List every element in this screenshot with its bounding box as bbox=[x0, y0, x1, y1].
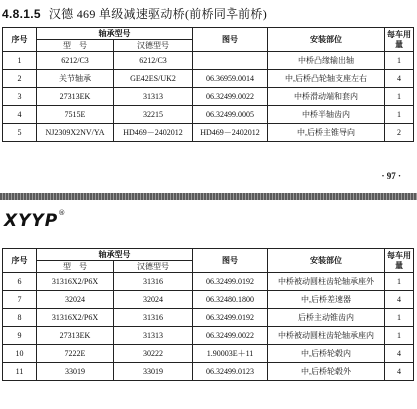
header-usage: 每车用量 bbox=[385, 28, 414, 52]
cell-model: NJ2309X2NV/YA bbox=[37, 124, 114, 142]
cell-seq: 11 bbox=[3, 363, 37, 381]
header-bearing-model: 轴承型号 bbox=[37, 249, 193, 261]
cell-usage: 1 bbox=[385, 106, 414, 124]
cell-model: 31316X2/P6X bbox=[37, 273, 114, 291]
cell-position: 中,后桥轮毂内 bbox=[268, 345, 385, 363]
table-1-body bbox=[3, 52, 414, 142]
cell-usage: 4 bbox=[385, 70, 414, 88]
bearing-table-2 bbox=[2, 248, 414, 381]
cell-drawing-no: 06.32499.0192 bbox=[193, 309, 268, 327]
cell-seq: 4 bbox=[3, 106, 37, 124]
cell-usage: 4 bbox=[385, 363, 414, 381]
cell-model: 关节轴承 bbox=[37, 70, 114, 88]
cell-hande-model: GE42ES/UK2 bbox=[114, 70, 193, 88]
cell-seq: 10 bbox=[3, 345, 37, 363]
cell-drawing-no: 06.36959.0014 bbox=[193, 70, 268, 88]
header-drawing-no: 图号 bbox=[193, 249, 268, 273]
cell-hande-model: 6212/C3 bbox=[114, 52, 193, 70]
cell-position: 中桥半轴齿内 bbox=[268, 106, 385, 124]
cell-position: 后桥主动锥齿内 bbox=[268, 309, 385, 327]
table-row bbox=[3, 124, 414, 142]
cell-model: 33019 bbox=[37, 363, 114, 381]
section-heading bbox=[2, 5, 267, 23]
table-row bbox=[3, 291, 414, 309]
header-hande-model: 汉德型号 bbox=[114, 261, 193, 273]
cell-hande-model: 30222 bbox=[114, 345, 193, 363]
table-row bbox=[3, 70, 414, 88]
cell-usage: 1 bbox=[385, 327, 414, 345]
cell-model: 7515E bbox=[37, 106, 114, 124]
page-divider-band bbox=[0, 193, 417, 200]
header-position: 安装部位 bbox=[268, 249, 385, 273]
cell-model: 6212/C3 bbox=[37, 52, 114, 70]
cell-seq: 2 bbox=[3, 70, 37, 88]
table-row bbox=[3, 327, 414, 345]
section-number: 4.8.1.5 bbox=[2, 7, 41, 21]
cell-model: 27313EK bbox=[37, 88, 114, 106]
section-title: 汉德 469 单级减速驱动桥(前桥同후前桥) bbox=[48, 7, 267, 21]
cell-hande-model: 32024 bbox=[114, 291, 193, 309]
table-row bbox=[3, 309, 414, 327]
cell-seq: 7 bbox=[3, 291, 37, 309]
cell-drawing-no: 06.32499.0022 bbox=[193, 88, 268, 106]
header-seq: 序号 bbox=[3, 249, 37, 273]
table-row bbox=[3, 363, 414, 381]
logo-text: XYYP bbox=[4, 211, 59, 231]
cell-position: 中,后桥轮毂外 bbox=[268, 363, 385, 381]
table-row bbox=[3, 273, 414, 291]
cell-usage: 4 bbox=[385, 345, 414, 363]
header-model: 型 号 bbox=[37, 261, 114, 273]
cell-drawing-no: 06.32499.0123 bbox=[193, 363, 268, 381]
cell-drawing-no: HD469－2402012 bbox=[193, 124, 268, 142]
cell-drawing-no: 1.90003E＋11 bbox=[193, 345, 268, 363]
header-seq: 序号 bbox=[3, 28, 37, 52]
cell-seq: 3 bbox=[3, 88, 37, 106]
cell-drawing-no: 06.32499.0192 bbox=[193, 273, 268, 291]
header-drawing-no: 图号 bbox=[193, 28, 268, 52]
registered-mark: ® bbox=[58, 209, 67, 217]
cell-model: 7222E bbox=[37, 345, 114, 363]
xyyp-logo bbox=[4, 211, 66, 231]
cell-position: 中,后桥差速器 bbox=[268, 291, 385, 309]
table-row bbox=[3, 52, 414, 70]
cell-position: 中桥被动圆柱齿轮轴承座外 bbox=[268, 273, 385, 291]
header-hande-model: 汉德型号 bbox=[114, 40, 193, 52]
cell-hande-model: HD469－2402012 bbox=[114, 124, 193, 142]
cell-usage: 1 bbox=[385, 52, 414, 70]
cell-model: 32024 bbox=[37, 291, 114, 309]
cell-drawing-no: 06.32499.0005 bbox=[193, 106, 268, 124]
header-usage: 每车用量 bbox=[385, 249, 414, 273]
cell-drawing-no: 06.32480.1800 bbox=[193, 291, 268, 309]
page-number: · 97 · bbox=[381, 171, 401, 181]
cell-hande-model: 31313 bbox=[114, 88, 193, 106]
cell-usage: 4 bbox=[385, 291, 414, 309]
cell-drawing-no: 06.32499.0022 bbox=[193, 327, 268, 345]
cell-model: 27313EK bbox=[37, 327, 114, 345]
cell-model: 31316X2/P6X bbox=[37, 309, 114, 327]
cell-drawing-no bbox=[193, 52, 268, 70]
cell-hande-model: 32215 bbox=[114, 106, 193, 124]
header-position: 安装部位 bbox=[268, 28, 385, 52]
cell-seq: 8 bbox=[3, 309, 37, 327]
table-row bbox=[3, 345, 414, 363]
cell-seq: 9 bbox=[3, 327, 37, 345]
cell-position: 中桥被动圆柱齿轮轴承座内 bbox=[268, 327, 385, 345]
table-2-body bbox=[3, 273, 414, 381]
cell-usage: 1 bbox=[385, 273, 414, 291]
cell-position: 中桥滑动端和套内 bbox=[268, 88, 385, 106]
cell-hande-model: 31316 bbox=[114, 309, 193, 327]
table-row bbox=[3, 88, 414, 106]
table-row bbox=[3, 106, 414, 124]
cell-usage: 1 bbox=[385, 88, 414, 106]
cell-usage: 2 bbox=[385, 124, 414, 142]
cell-position: 中,后桥主锥导向 bbox=[268, 124, 385, 142]
cell-position: 中,后桥凸轮轴支座左右 bbox=[268, 70, 385, 88]
cell-seq: 1 bbox=[3, 52, 37, 70]
bearing-table-1 bbox=[2, 27, 414, 142]
header-bearing-model: 轴承型号 bbox=[37, 28, 193, 40]
cell-position: 中桥凸缘输出轴 bbox=[268, 52, 385, 70]
cell-seq: 5 bbox=[3, 124, 37, 142]
cell-hande-model: 31313 bbox=[114, 327, 193, 345]
cell-usage: 1 bbox=[385, 309, 414, 327]
cell-hande-model: 33019 bbox=[114, 363, 193, 381]
cell-hande-model: 31316 bbox=[114, 273, 193, 291]
header-model: 型 号 bbox=[37, 40, 114, 52]
cell-seq: 6 bbox=[3, 273, 37, 291]
